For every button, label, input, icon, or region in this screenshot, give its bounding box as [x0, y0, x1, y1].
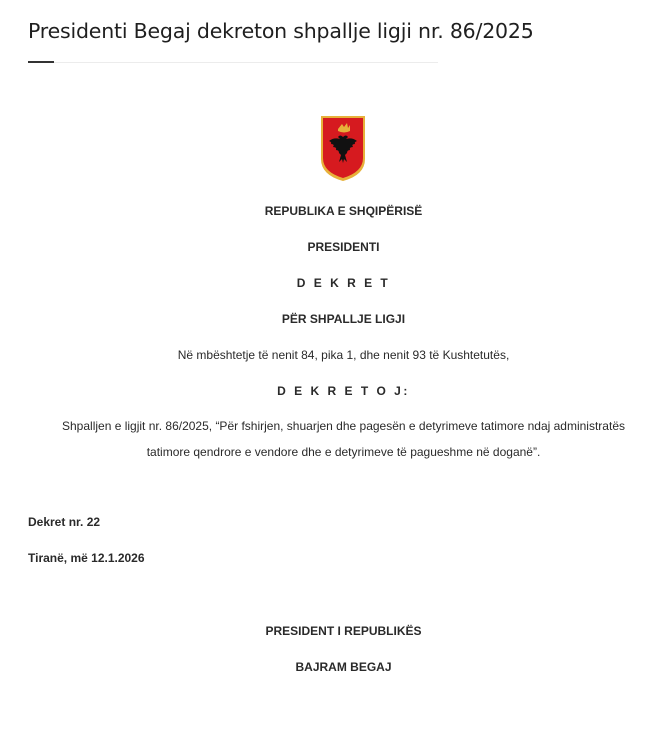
place-and-date: Tiranë, më 12.1.2026 [28, 551, 145, 565]
decree-text-line: Shpalljen e ligjit nr. 86/2025, “Për fshirjen, shuarjen dhe pagesën e detyrimeve tatimore ndaj administratës [62, 419, 625, 433]
page-title: Presidenti Begaj dekreton shpallje ligji nr. 86/2025 [28, 19, 534, 43]
title-divider-accent [28, 61, 54, 63]
constitutional-basis: Në mbështetje të nenit 84, pika 1, dhe nenit 93 të Kushtetutës, [177, 348, 510, 362]
decree-number: Dekret nr. 22 [28, 515, 101, 529]
albania-coat-of-arms-icon [320, 115, 366, 182]
republic-heading: REPUBLIKA E SHQIPËRISË [264, 204, 423, 218]
decree-text [20, 413, 667, 465]
decree-subject: PËR SHPALLJE LIGJI [281, 312, 406, 326]
title-divider [28, 62, 438, 63]
signatory-name: BAJRAM BEGAJ [295, 660, 392, 674]
signatory-title: PRESIDENT I REPUBLIKËS [265, 624, 422, 638]
decree-action-heading: D E K R E T O J: [277, 384, 410, 398]
decree-type-heading: D E K R E T [296, 276, 391, 290]
decree-text-line: tatimore qendrore e vendore dhe e detyrimeve të pagueshme në doganë”. [146, 445, 541, 459]
office-heading: PRESIDENTI [307, 240, 380, 254]
